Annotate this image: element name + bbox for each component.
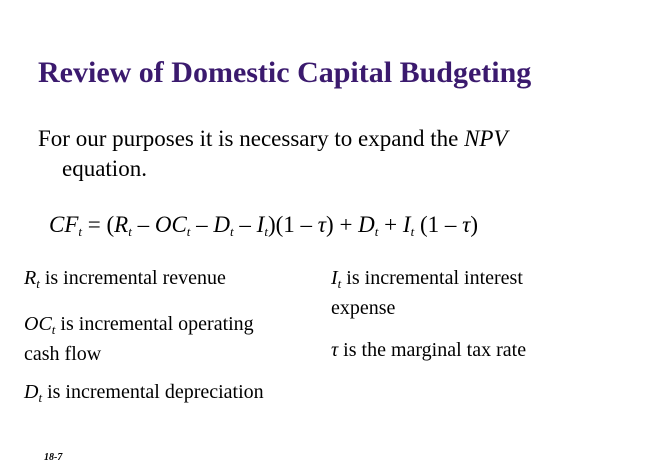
definition-revenue: $R_t$ is incremental revenue bbox=[24, 267, 226, 291]
slide-number: 18-7 bbox=[44, 452, 63, 463]
intro-text: For our purposes it is necessary to expand the NPV equation. bbox=[38, 126, 508, 181]
definition-depreciation: $D_t$ is incremental depreciation bbox=[24, 381, 264, 405]
definition-tax-rate: τ is the marginal tax rate bbox=[331, 339, 527, 361]
definition-interest: $I_t$ is incremental interest expense bbox=[331, 267, 523, 319]
cash-flow-equation: $CF_t = (R_t - OC_t - D_t - I_t)(1 - \tau) + D_t + I_t$ (1 – τ) bbox=[49, 212, 479, 239]
slide-title: Review of Domestic Capital Budgeting bbox=[38, 56, 532, 89]
definition-operating-cash-flow: $OC_t$ is incremental operating cash flow bbox=[24, 313, 254, 365]
